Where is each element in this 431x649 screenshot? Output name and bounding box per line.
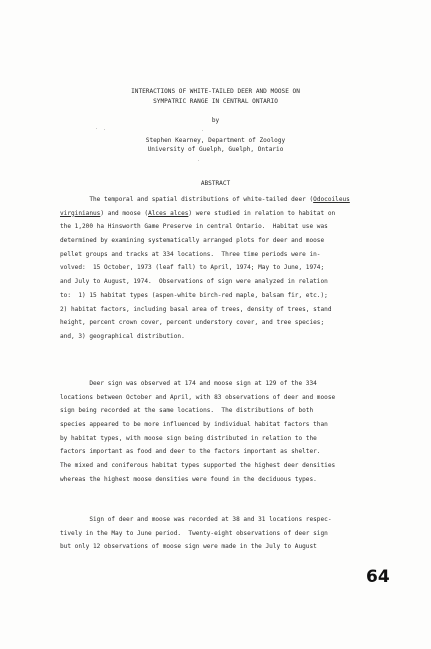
text-line: 2) habitat factors, including basal area of trees, density of trees, stand	[60, 305, 332, 313]
text-line: sign being recorded at the same locations. The distributions of both	[60, 407, 314, 415]
text-line: locations between October and April, with 83 observations of deer and moose	[60, 393, 336, 401]
text-line: pellet groups and tracks at 334 locations. Three time periods were in-	[60, 250, 321, 258]
text-line: Deer sign was observed at 174 and moose sign at 129 of the 334	[60, 380, 317, 387]
title-line-2: SYMPATRIC RANGE IN CENTRAL ONTARIO	[153, 98, 278, 105]
text-line: the 1,200 ha Hinsworth Game Preserve in central Ontario. Habitat use was	[60, 223, 328, 231]
author-name-department: Stephen Kearney, Department of Zoology	[145, 137, 286, 144]
scan-speck	[96, 128, 97, 129]
abstract-paragraph-1	[60, 196, 400, 347]
text-line: factors important as food and deer to the factors important as shelter.	[60, 448, 321, 456]
title-line-1: INTERACTIONS OF WHITE-TAILED DEER AND MOOSE ON	[131, 88, 300, 95]
text-line: and, 3) geographical distribution.	[60, 332, 185, 340]
text-line: and July to August, 1974. Observations of sign were analyzed in relation	[60, 278, 328, 286]
scan-speck	[104, 129, 105, 130]
text-line: species appeared to be more influenced by individual habitat factors than	[60, 421, 328, 429]
abstract-heading: ABSTRACT	[200, 180, 231, 187]
text-line: but only 12 observations of moose sign were made in the July to August	[60, 543, 317, 551]
text-line: The temporal and spatial distributions of white-tailed deer (Odocoileus	[60, 196, 350, 203]
abstract-paragraph-3	[60, 516, 400, 557]
text-line: The mixed and coniferous habitat types supported the highest deer densities	[60, 462, 336, 470]
scan-speck	[198, 160, 199, 161]
scientific-name: Alces alces	[148, 209, 189, 217]
byline-by: by	[211, 117, 220, 124]
text-line: to: 1) 15 habitat types (aspen-white birch-red maple, balsam fir, etc.);	[60, 291, 328, 299]
text-line: height, percent crown cover, percent understory cover, and tree species;	[60, 319, 325, 327]
scan-speck	[202, 130, 203, 131]
text-line: by habitat types, with moose sign being distributed in relation to the	[60, 434, 317, 442]
text-line: volved: 15 October, 1973 (leaf fall) to April, 1974; May to June, 1974;	[60, 264, 325, 272]
scientific-name: virginianus	[60, 209, 101, 217]
text-line: tively in the May to June period. Twenty-eight observations of deer sign	[60, 529, 328, 537]
text-line: determined by examining systematically arranged plots for deer and moose	[60, 237, 325, 245]
scientific-name: Odocoileus	[313, 196, 350, 203]
text-line: whereas the highest moose densities were found in the deciduous types.	[60, 475, 317, 483]
page-number: 64	[366, 567, 390, 587]
abstract-paragraph-2	[60, 380, 400, 490]
text-line: Sign of deer and moose was recorded at 38 and 31 locations respec-	[60, 516, 332, 523]
author-affiliation: University of Guelph, Guelph, Ontario	[147, 146, 284, 153]
text-line: virginianus) and moose (Alces alces) were studied in relation to habitat on	[60, 209, 336, 217]
